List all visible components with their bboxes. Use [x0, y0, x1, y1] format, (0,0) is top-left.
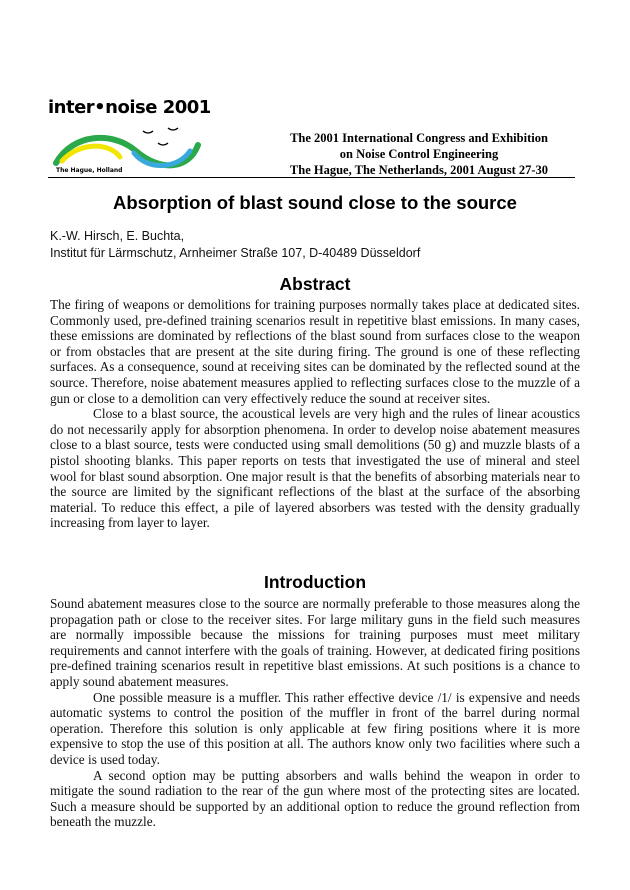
abstract-paragraph-2: Close to a blast source, the acoustical levels are very high and the rules of linear acoustics do not necessarily apply for absorption phenomena. In order to develop noise abatement measures close to a blast source, tests were conducted using small demolitions (50 g) and muzzle blasts of a pistol shooting blanks. This paper reports on tests that investigated the use of mineral and steel wool for blast sound absorption. One major result is that the benefits of absorbing materials near to the source are limited by the significant reflections of the blast at the surface of the absorbing material. To reduce this effect, a pile of layered absorbers was tested with the density gradually increasing from layer to layer.	[50, 406, 580, 531]
wave-smile-logo-icon	[48, 123, 208, 169]
internoise-logo	[48, 95, 211, 177]
paper-title: Absorption of blast sound close to the source	[113, 192, 517, 213]
abstract-heading: Abstract	[279, 274, 351, 294]
conference-line-2: on Noise Control Engineering	[339, 147, 499, 161]
abstract-paragraph-1: The firing of weapons or demolitions for training purposes normally takes place at dedicated sites. Commonly used, pre-defined training scenarios result in repetitive blast emissions. In many cases, these emissions are dominated by reflections of the blast sound from surfaces close to the weapon or from obstacles that are present at the site during firing. The ground is one of these reflecting surfaces. As a consequence, sound at receiving sites can be dominated by the reflected sound at the source. Therefore, noise abatement measures applied to reflecting surfaces close to the muzzle of a gun or close to a demolition can very effectively reduce the sound at receiver sites.	[50, 297, 580, 406]
affiliation: Institut für Lärmschutz, Arnheimer Straße 107, D-40489 Düsseldorf	[50, 246, 421, 260]
header-rule	[48, 177, 575, 178]
conference-info	[263, 130, 575, 178]
conference-line-3: The Hague, The Netherlands, 2001 August 27-30	[289, 163, 549, 177]
intro-paragraph-2: One possible measure is a muffler. This rather effective device /1/ is expensive and needs automatic systems to control the position of the muffler in front of the barrel during normal operation. Therefore this solution is only applicable at few firing positions where it is more expensive to stop the use of this position at all. The authors know only two facilities where such a device is used today.	[50, 689, 580, 767]
authors: K.-W. Hirsch, E. Buchta,	[50, 229, 185, 243]
conference-header	[48, 95, 575, 179]
introduction-heading: Introduction	[263, 572, 367, 592]
introduction-body	[50, 596, 580, 830]
intro-paragraph-1: Sound abatement measures close to the source are normally preferable to those measures along the propagation path or close to the receiver sites. For large military guns in the field such measures are normally impossible because the missions for training purposes must meet military requirements and cannot interfere with the goals of training. However, at dedicated firing positions pre-defined training scenarios result in repetitive blast emissions. At such positions is a chance to apply sound abatement measures.	[50, 596, 580, 689]
conference-line-1: The 2001 International Congress and Exhibition	[290, 131, 548, 145]
author-block	[50, 228, 420, 262]
logo-place: The Hague, Holland	[56, 167, 123, 174]
intro-paragraph-3: A second option may be putting absorbers and walls behind the weapon in order to mitigate the sound radiation to the rear of the gun where most of the protecting sites are located. Such a measure should be supported by an additional option to reduce the ground reflection from beneath the muzzle.	[50, 767, 580, 830]
logo-title: inter•noise 2001	[48, 97, 211, 118]
abstract-body	[50, 297, 580, 531]
